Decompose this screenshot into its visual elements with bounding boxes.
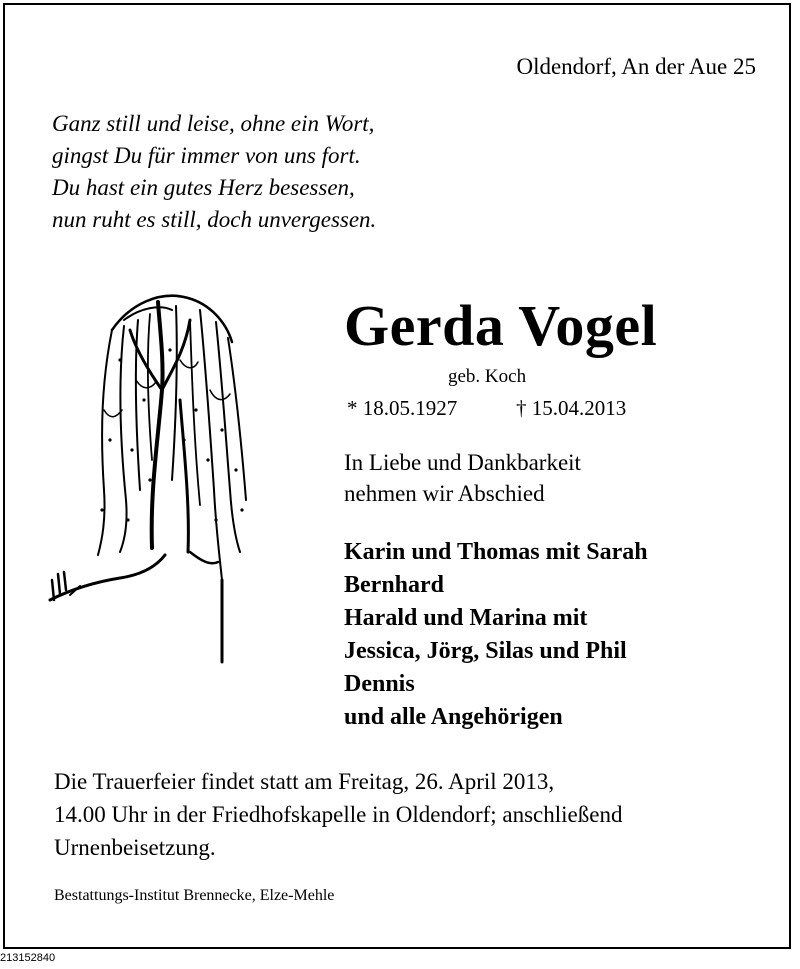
mourner-line: Bernhard <box>344 572 445 598</box>
maiden-name: geb. Koch <box>448 366 527 387</box>
undertaker: Bestattungs-Institut Brennecke, Elze-Mehle <box>54 887 335 904</box>
poem-line: nun ruht es still, doch unvergessen. <box>52 207 377 232</box>
mourner-line: Dennis <box>344 671 415 697</box>
poem-line: Ganz still und leise, ohne ein Wort, <box>52 111 375 136</box>
weeping-willow-icon <box>40 290 255 670</box>
poem <box>52 108 376 236</box>
address: Oldendorf, An der Aue 25 <box>516 54 756 79</box>
farewell-line: In Liebe und Dankbarkeit <box>344 450 581 475</box>
death-date: † 15.04.2013 <box>516 396 627 420</box>
mourner-line: Harald und Marina mit <box>344 605 588 631</box>
poem-line: gingst Du für immer von uns fort. <box>52 143 361 168</box>
service-line: 14.00 Uhr in der Friedhofskapelle in Oldendorf; anschließend <box>54 802 623 827</box>
mourners-list <box>344 536 648 734</box>
mourner-line: und alle Angehörigen <box>344 704 563 730</box>
service-line: Urnenbeisetzung. <box>54 835 216 860</box>
mourner-line: Jessica, Jörg, Silas und Phil <box>344 638 627 664</box>
service-line: Die Trauerfeier findet statt am Freitag, 26. April 2013, <box>54 769 555 794</box>
mourner-line: Karin und Thomas mit Sarah <box>344 539 648 565</box>
birth-date: * 18.05.1927 <box>347 396 458 420</box>
farewell-line: nehmen wir Abschied <box>344 481 545 506</box>
poem-line: Du hast ein gutes Herz besessen, <box>52 175 355 200</box>
farewell-text <box>344 447 581 509</box>
reference-number: 213152840 <box>0 952 56 964</box>
deceased-name: Gerda Vogel <box>344 293 658 358</box>
funeral-service-info <box>54 765 622 864</box>
